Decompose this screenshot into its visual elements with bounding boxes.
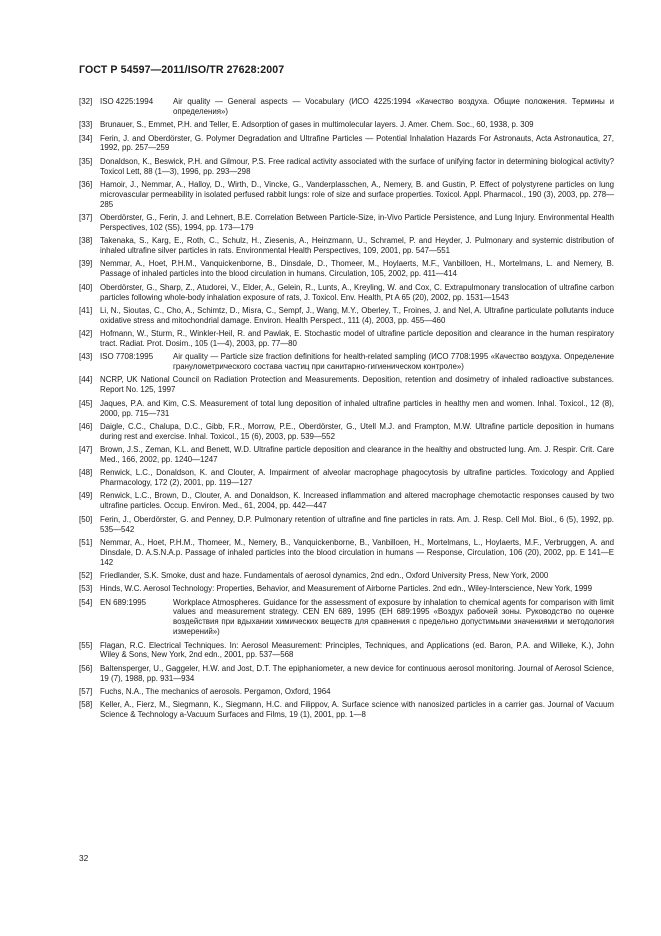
- reference-text: Ferin, J., Oberdörster, G. and Penney, D.P. Pulmonary retention of ultrafine and fine particles in rats. Am. J. Resp. Cell Mol. Biol., 6 (5), 1992, pp. 535—542: [100, 514, 614, 534]
- standard-title: Workplace Atmospheres. Guidance for the assessment of exposure by inhalation to chemical agents for comparison with limit values and measurement strategy. CEN EN 689, 1995 (ЕН 689:1995 «Воздух рабочей зоны. Руководство по оценке воздействия при вдыхании химических веществ для сравнения с предельно допустимыми значениями и методология измерений»): [173, 597, 614, 637]
- reference-text: Hamoir, J., Nemmar, A., Halloy, D., Wirth, D., Vincke, G., Vanderplasschen, A., Nemery, B. and Gustin, P. Effect of polystyrene particles on lung microvascular permeability in isolated perfused rabbit lungs: role of size and surface properties. Toxicol. Appl. Pharmacol., 190 (3), 2003, pp. 278—285: [100, 179, 614, 209]
- reference-number: [34]: [79, 133, 93, 143]
- standard-reference: [100, 97, 614, 117]
- reference-number: [40]: [79, 282, 93, 292]
- reference-item: [79, 598, 614, 638]
- reference-number: [39]: [79, 259, 93, 269]
- reference-number: [36]: [79, 179, 93, 189]
- standard-reference: [100, 598, 614, 638]
- reference-text: Ferin, J. and Oberdörster, G. Polymer Degradation and Ultrafine Particles — Potential Inhalation Hazards For Astronauts, Acta Astronautica, 27, 1992, pp. 257—259: [100, 133, 614, 153]
- reference-text: Flagan, R.C. Electrical Techniques. In: Aerosol Measurement: Principles, Techniques, and Applications (ed. Baron, P.A. and Willeke, K.), John Wiley & Sons, New York, 2nd edn., 2001, pp. 537—568: [100, 640, 614, 660]
- reference-item: [79, 134, 614, 154]
- reference-item: [79, 180, 614, 210]
- reference-list: [79, 97, 614, 723]
- reference-text: Nemmar, A., Hoet, P.H.M., Thomeer, M., Nemery, B., Vanquickenborne, B., Vanbilloen, H., Mortelmans, L., Hoylaerts, M.F., Verbruggen, A. and Dinsdale, D. A.S.N.A.p. Passage of inhaled particles into the blood circulation in humans — Response, Circulation, 106 (20), 2002, pp. E 141—E 142: [100, 537, 614, 567]
- reference-number: [45]: [79, 398, 93, 408]
- reference-number: [56]: [79, 663, 93, 673]
- reference-number: [41]: [79, 305, 93, 315]
- reference-number: [51]: [79, 537, 93, 547]
- reference-number: [57]: [79, 686, 93, 696]
- reference-item: [79, 283, 614, 303]
- reference-item: [79, 329, 614, 349]
- page-number: 32: [79, 853, 89, 863]
- reference-item: [79, 468, 614, 488]
- reference-text: Nemmar, A., Hoet, P.H.M., Vanquickenborne, B., Dinsdale, D., Thomeer, M., Hoylaerts, M.F., Vanbilloen, H., Mortelmans, L. and Nemery, B. Passage of inhaled particles into the blood circulation in humans. Circulation, 105, 2002, pp. 411—414: [100, 259, 614, 279]
- reference-item: [79, 213, 614, 233]
- reference-number: [55]: [79, 640, 93, 650]
- standard-title: Air quality — Particle size fraction definitions for health-related sampling (ИСО 7708:1995 «Качество воздуха. Определение гранулометрического состава частиц при санитарно-гигиеническом контроле»): [173, 352, 614, 372]
- reference-text: Renwick, L.C., Donaldson, K. and Clouter, A. Impairment of alveolar macrophage phagocytosis by ultrafine particles. Toxicology and Applied Pharmacology, 172 (2), 2001, pp. 119—127: [100, 468, 614, 488]
- reference-item: [79, 687, 614, 697]
- standard-reference: [100, 352, 614, 372]
- reference-item: [79, 584, 614, 594]
- reference-text: Daigle, C.C., Chalupa, D.C., Gibb, F.R., Morrow, P.E., Oberdörster, G., Utell M.J. and Frampton, M.W. Ultrafine particle deposition in humans during rest and exercise. Inhal. Toxicol., 15 (6), 2003, pp. 539—552: [100, 421, 614, 441]
- standard-title: Air quality — General aspects — Vocabulary (ИСО 4225:1994 «Качество воздуха. Общие положения. Термины и определения»): [173, 97, 614, 116]
- reference-item: [79, 538, 614, 568]
- reference-text: Donaldson, K., Beswick, P.H. and Gilmour, P.S. Free radical activity associated with the surface of unifying factor in determining biological activity? Toxicol Lett, 88 (1—3), 1996, pp. 293—298: [100, 156, 614, 176]
- reference-number: [42]: [79, 329, 93, 339]
- reference-item: [79, 491, 614, 511]
- reference-number: [58]: [79, 700, 93, 710]
- document-header: ГОСТ Р 54597—2011/ISO/TR 27628:2007: [79, 64, 285, 76]
- standard-code: ISO 7708:1995: [100, 352, 154, 362]
- reference-number: [47]: [79, 445, 93, 455]
- reference-text: Takenaka, S., Karg, E., Roth, C., Schulz, H., Ziesenis, A., Heinzmann, U., Schramel, P. and Heyder, J. Pulmonary and systemic distribution of inhaled ultrafine silver particles in rats. Environmental Health Perspectives, 109, 2001, pp. 547—551: [100, 236, 614, 256]
- reference-item: [79, 375, 614, 395]
- reference-item: [79, 352, 614, 372]
- reference-item: [79, 236, 614, 256]
- reference-number: [54]: [79, 597, 93, 607]
- reference-number: [37]: [79, 213, 93, 223]
- reference-number: [32]: [79, 97, 93, 106]
- reference-number: [48]: [79, 468, 93, 478]
- reference-number: [49]: [79, 491, 93, 501]
- reference-text: Brown, J.S., Zeman, K.L. and Benett, W.D. Ultrafine particle deposition and clearance in the healthy and obstructed lung. Am. J. Respir. Crit. Care Med., 166, 2002, pp. 1240—1247: [100, 445, 614, 464]
- reference-item: [79, 515, 614, 535]
- reference-item: [79, 700, 614, 720]
- reference-item: [79, 641, 614, 661]
- reference-text: Oberdörster, G., Ferin, J. and Lehnert, B.E. Correlation Between Particle-Size, in-Vivo Particle Persistence, and Lung Injury. Environmental Health Perspectives, 102 (S5), 1994, pp. 173—179: [100, 213, 614, 232]
- reference-text: Friedlander, S.K. Smoke, dust and haze. Fundamentals of aerosol dynamics, 2nd edn., Oxford University Press, New York, 2000: [100, 570, 549, 580]
- reference-text: Baltensperger, U., Gaggeler, H.W. and Jost, D.T. The epiphaniometer, a new device for continuous aerosol monitoring. Journal of Aerosol Science, 19 (7), 1988, pp. 931—934: [100, 663, 614, 683]
- reference-text: Keller, A., Fierz, M., Siegmann, K., Siegmann, H.C. and Filippov, A. Surface science with nanosized particles in a carrier gas. Journal of Vacuum Science & Technology a-Vacuum Surfaces and Films, 19 (1), 2001, pp. 1—8: [100, 700, 614, 720]
- reference-item: [79, 445, 614, 465]
- reference-item: [79, 306, 614, 326]
- reference-text: Brunauer, S., Emmet, P.H. and Teller, E. Adsorption of gases in multimolecular layers. J. Amer. Chem. Soc., 60, 1938, p. 309: [100, 120, 534, 130]
- reference-item: [79, 120, 614, 130]
- reference-item: [79, 97, 614, 117]
- reference-item: [79, 422, 614, 442]
- reference-text: Li, N., Sioutas, C., Cho, A., Schimtz, D., Misra, C., Sempf, J., Wang, M.Y., Oberley, T., Froines, J. and Nel, A. Ultrafine particulate pollutants induce oxidative stress and mitochondrial damage. Environ. Health Perspect., 111 (4), 2003, pp. 455—460: [100, 305, 614, 325]
- reference-number: [35]: [79, 156, 93, 166]
- reference-text: Hofmann, W., Sturm, R., Winkler-Heil, R. and Pawlak, E. Stochastic model of ultrafine particle deposition and clearance in the human respiratory tract. Radiat. Prot. Dosim., 105 (1—4), 2003, pp. 77—80: [100, 329, 614, 348]
- reference-number: [38]: [79, 236, 93, 246]
- reference-number: [53]: [79, 584, 93, 594]
- reference-text: Hinds, W.C. Aerosol Technology: Properties, Behavior, and Measurement of Airborne Particles. 2nd edn., Wiley-Interscience, New York, 1999: [100, 584, 592, 594]
- reference-item: [79, 157, 614, 177]
- reference-number: [44]: [79, 375, 93, 385]
- reference-text: Renwick, L.C., Brown, D., Clouter, A. and Donaldson, K. Increased inflammation and altered macrophage chemotactic responses caused by two ultrafine particles. Occup. Environ. Med., 61, 2004, pp. 442—447: [100, 491, 614, 511]
- reference-number: [46]: [79, 421, 93, 431]
- reference-text: Jaques, P.A. and Kim, C.S. Measurement of total lung deposition of inhaled ultrafine particles in healthy men and women. Inhal. Toxicol., 12 (8), 2000, pp. 715—731: [100, 398, 614, 418]
- standard-code: EN 689:1995: [100, 597, 147, 607]
- reference-item: [79, 399, 614, 419]
- reference-text: NCRP, UK National Council on Radiation Protection and Measurements. Deposition, retention and dosimetry of inhaled radioactive substances. Report No. 125, 1997: [100, 375, 614, 395]
- reference-number: [50]: [79, 514, 93, 524]
- reference-text: Oberdörster, G., Sharp, Z., Atudorei, V., Elder, A., Gelein, R., Lunts, A., Kreyling, W. and Cox, C. Extrapulmonary translocation of ultrafine carbon particles following whole-body inhalation exposure of rats, J. Toxicol. Env. Health, Pt A 65 (20), 2002, pp. 1531—1543: [100, 282, 614, 302]
- reference-item: [79, 259, 614, 279]
- standard-code: ISO 4225:1994: [100, 97, 154, 106]
- reference-number: [43]: [79, 352, 93, 362]
- reference-text: Fuchs, N.A., The mechanics of aerosols. Pergamon, Oxford, 1964: [100, 686, 331, 696]
- reference-item: [79, 571, 614, 581]
- reference-item: [79, 664, 614, 684]
- reference-number: [52]: [79, 570, 93, 580]
- reference-number: [33]: [79, 120, 93, 130]
